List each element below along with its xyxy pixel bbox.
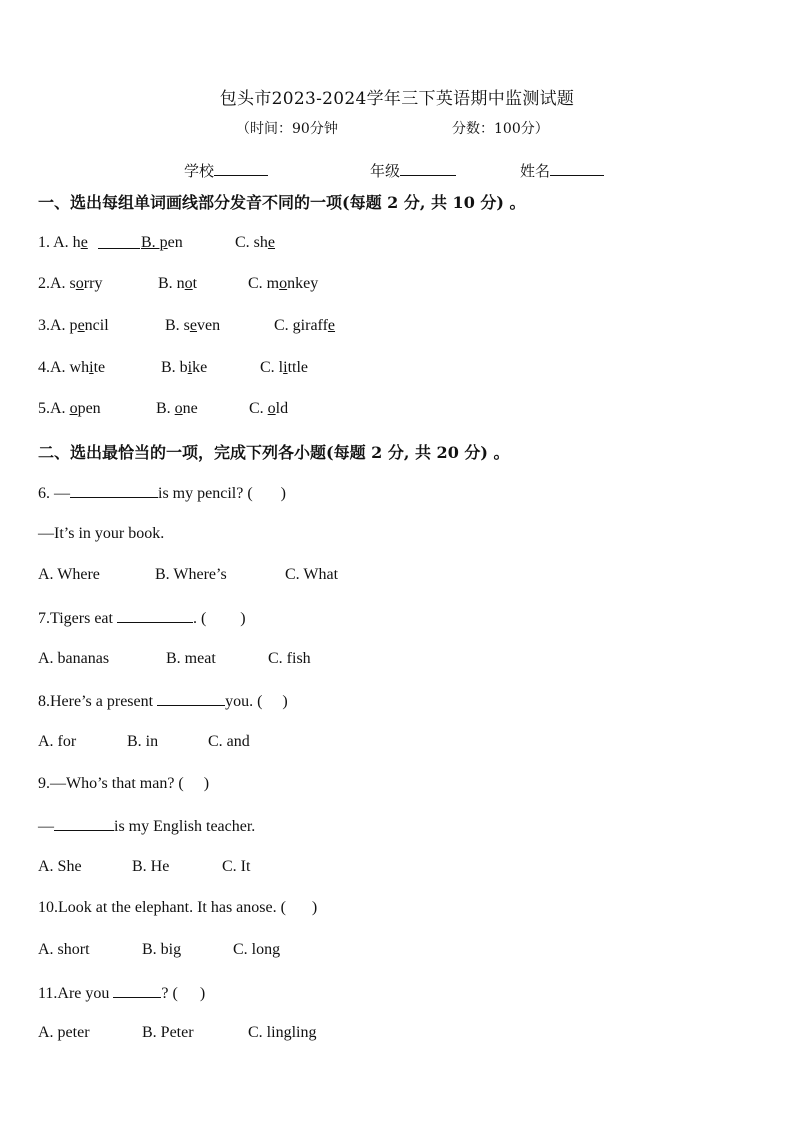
q1-option-b: B. pen: [141, 234, 183, 251]
q2-option-c: C. monkey: [248, 275, 319, 292]
q3-option-c: C. giraffe: [274, 317, 336, 334]
q11-question: 11.Are you ? ( ): [38, 985, 206, 1002]
q4-option-a: 4.A. white: [38, 359, 106, 376]
q3-option-a: 3.A. pencil: [38, 317, 109, 334]
q10-question: 10.Look at the elephant. It has anose. ( ): [38, 899, 318, 916]
section2-heading: 二、选出最恰当的一项，完成下列各小题(每题 2 分, 共 20 分) 。: [38, 443, 510, 462]
grade-label: 年级: [370, 162, 401, 180]
q7-option-b: B. meat: [166, 650, 216, 667]
q10-option-a: A. short: [38, 941, 90, 958]
q1-option-c: C. she: [235, 234, 276, 251]
grade-blank: [400, 161, 456, 176]
q9-reply: — is my English teacher.: [38, 818, 256, 835]
time-label: （时间：90分钟: [236, 121, 338, 137]
q2-option-b: B. not: [158, 275, 198, 292]
name-field: [520, 160, 604, 181]
q6-reply: —It’s in your book.: [38, 525, 165, 542]
score-label: 分数：100分）: [452, 121, 549, 137]
q11-option-a: A. peter: [38, 1024, 90, 1041]
q7-option-c: C. fish: [268, 650, 311, 667]
grade-field: [370, 160, 456, 181]
school-blank: [214, 161, 268, 176]
q2-option-a: 2.A. sorry: [38, 275, 103, 292]
q3-option-b: B. seven: [165, 317, 221, 334]
q6-question: 6. — is my pencil? ( ): [38, 485, 286, 502]
name-label: 姓名: [520, 162, 551, 180]
school-label: 学校: [184, 162, 215, 180]
q9-option-c: C. It: [222, 858, 251, 875]
page-title: 包头市2023-2024学年三下英语期中监测试题: [219, 89, 575, 109]
q7-question: 7.Tigers eat . ( ): [38, 610, 246, 627]
q11-option-b: B. Peter: [142, 1024, 194, 1041]
q5-option-a: 5.A. open: [38, 400, 101, 417]
q6-option-c: C. What: [285, 566, 339, 583]
q1-option-a: 1. A. he: [38, 234, 88, 251]
q8-question: 8.Here’s a present you. ( ): [38, 693, 288, 710]
q6-option-a: A. Where: [38, 566, 100, 583]
q9-option-a: A. She: [38, 858, 82, 875]
q6-option-b: B. Where’s: [155, 566, 227, 583]
q8-option-c: C. and: [208, 733, 250, 750]
q4-option-b: B. bike: [161, 359, 208, 376]
q1-gap: [98, 234, 140, 254]
name-blank: [550, 161, 604, 176]
school-field: [184, 160, 268, 181]
section1-heading: 一、选出每组单词画线部分发音不同的一项(每题 2 分, 共 10 分) 。: [38, 193, 526, 212]
q8-option-a: A. for: [38, 733, 77, 750]
q4-option-c: C. little: [260, 359, 309, 376]
q5-option-b: B. one: [156, 400, 198, 417]
q10-option-b: B. big: [142, 941, 182, 958]
q9-option-b: B. He: [132, 858, 170, 875]
q8-option-b: B. in: [127, 733, 159, 750]
q5-option-c: C. old: [249, 400, 289, 417]
q10-option-c: C. long: [233, 941, 281, 958]
q7-option-a: A. bananas: [38, 650, 110, 667]
q9-question: 9.—Who’s that man? ( ): [38, 775, 210, 792]
q11-option-c: C. lingling: [248, 1024, 317, 1041]
